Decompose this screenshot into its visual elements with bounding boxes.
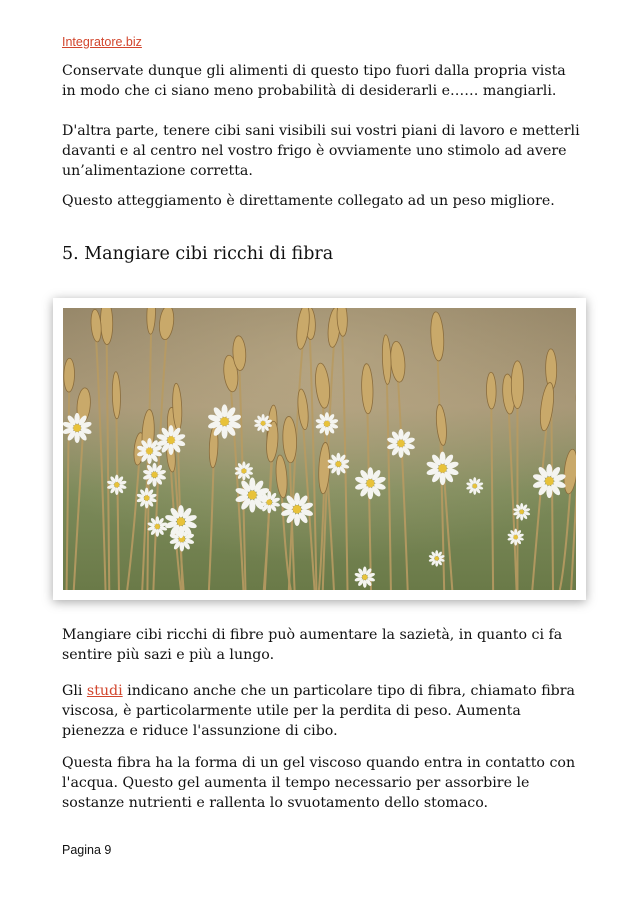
paragraph-healthy-visible: D'altra parte, tenere cibi sani visibili sui vostri piani di lavoro e metterli davanti e al centro nel vostro frigo è ovviamente uno stimolo ad avere un’alimentazione corretta. [62,123,580,179]
section-heading: 5. Mangiare cibi ricchi di fibra [62,244,334,264]
site-link[interactable]: Integratore.biz [62,35,142,49]
paragraph-better-weight: Questo atteggiamento è direttamente collegato ad un peso migliore. [62,193,555,209]
paragraph-text-after-link: indicano anche che un particolare tipo di fibra, chiamato fibra viscosa, è particolarmente utile per la perdita di peso. Aumenta pienezza e riduce l'assunzione di cibo. [62,683,575,739]
studies-link[interactable]: studi [86,683,123,699]
paragraph-text-before-link: Gli [62,683,87,699]
paragraph-fiber-satiety: Mangiare cibi ricchi di fibre può aumentare la sazietà, in quanto ci fa sentire più sazi e più a lungo. [62,627,563,663]
paragraph-viscous-fiber [62,681,582,741]
wheat-field-photo [53,298,586,600]
page-number: Pagina 9 [62,843,112,857]
paragraph-store-out-of-sight: Conservate dunque gli alimenti di questo tipo fuori dalla propria vista in modo che ci siano meno probabilità di desiderarli e…… mangiarli. [62,63,566,99]
paragraph-gel-fiber: Questa fibra ha la forma di un gel viscoso quando entra in contatto con l'acqua. Questo gel aumenta il tempo necessario per assorbire le sostanze nutrienti e rallenta lo svuotamento dello stomaco. [62,755,576,811]
wheat-field-image [63,308,576,590]
